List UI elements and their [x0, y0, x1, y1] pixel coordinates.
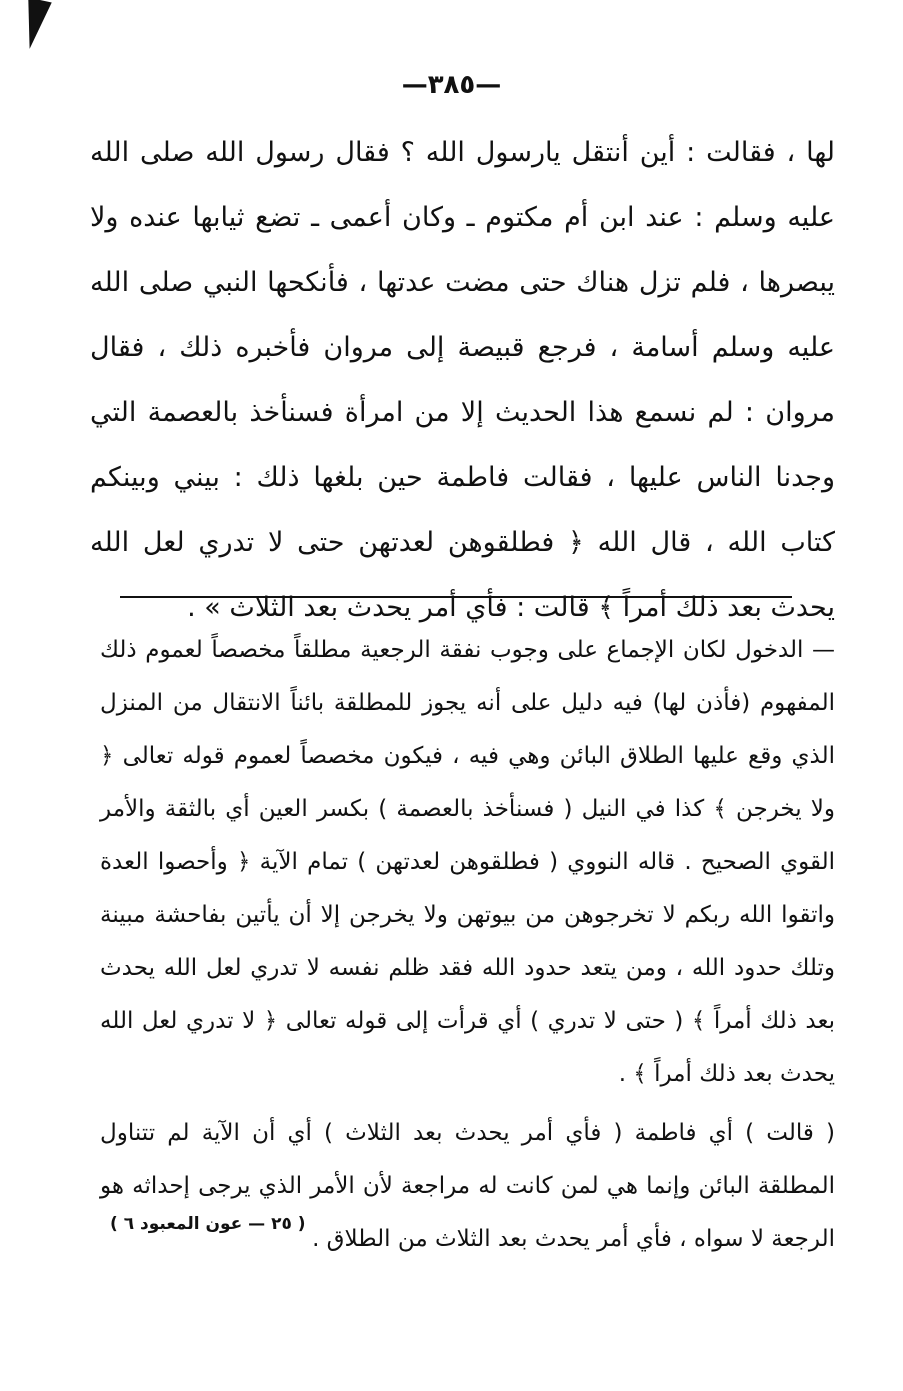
book-signature: ( ٢٥ — عون المعبود ٦ ): [110, 1214, 306, 1234]
main-paragraph: لها ، فقالت : أين أنتقل يارسول الله ؟ فقال رسول الله صلى الله عليه وسلم : عند ابن أم مكتوم ـ وكان أعمى ـ تضع ثيابها عنده ولا يبصرها ، فلم تزل هناك حتى مضت عدتها ، فأنكحها النبي صلى الله عليه وسلم أسامة ، فرجع قبيصة إلى مروان فأخبره ذلك ، فقال مروان : لم نسمع هذا الحديث إلا من امرأة فسنأخذ بالعصمة التي وجدنا الناس عليها ، فقالت فاطمة حين بلغها ذلك : بيني وبينكم كتاب الله ، قال الله ﴿ فطلقوهن لعدتهن حتى لا تدري لعل الله يحدث بعد ذلك أمراً ﴾ قالت : فأي أمر يحدث بعد الثلاث » .: [90, 137, 835, 623]
footnote: [100, 624, 835, 1266]
main-text: [90, 120, 835, 640]
footnote-separator: [120, 596, 792, 598]
footnote-paragraph-2: ( قالت ) أي فاطمة ( فأي أمر يحدث بعد الثلاث ) أي أن الآية لم تتناول المطلقة البائن وإنما هي لمن كانت له مراجعة لأن الأمر الذي يرجى إحداثه هو الرجعة لا سواه ، فأي أمر يحدث بعد الثلاث من الطلاق .: [100, 1120, 835, 1252]
footnote-paragraph-1: — الدخول لكان الإجماع على وجوب نفقة الرجعية مطلقاً مخصصاً لعموم ذلك المفهوم (فأذن لها) فيه دليل على أنه يجوز للمطلقة بائناً الانتقال من المنزل الذي وقع عليها الطلاق البائن وهي فيه ، فيكون مخصصاً لعموم قوله تعالى ﴿ ولا يخرجن ﴾ كذا في النيل ( فسنأخذ بالعصمة ) بكسر العين أي بالثقة والأمر القوي الصحيح . قاله النووي ( فطلقوهن لعدتهن ) تمام الآية ﴿ وأحصوا العدة واتقوا الله ربكم لا تخرجوهن من بيوتهن ولا يخرجن إلا أن يأتين بفاحشة مبينة وتلك حدود الله ، ومن يتعد حدود الله فقد ظلم نفسه لا تدري لعل الله يحدث بعد ذلك أمراً ﴾ ( حتى لا تدري ) أي قرأت إلى قوله تعالى ﴿ لا تدري لعل الله يحدث بعد ذلك أمراً ﴾ .: [100, 637, 835, 1087]
corner-mark: [18, 0, 52, 51]
page-number: —٣٨٥—: [401, 70, 502, 100]
